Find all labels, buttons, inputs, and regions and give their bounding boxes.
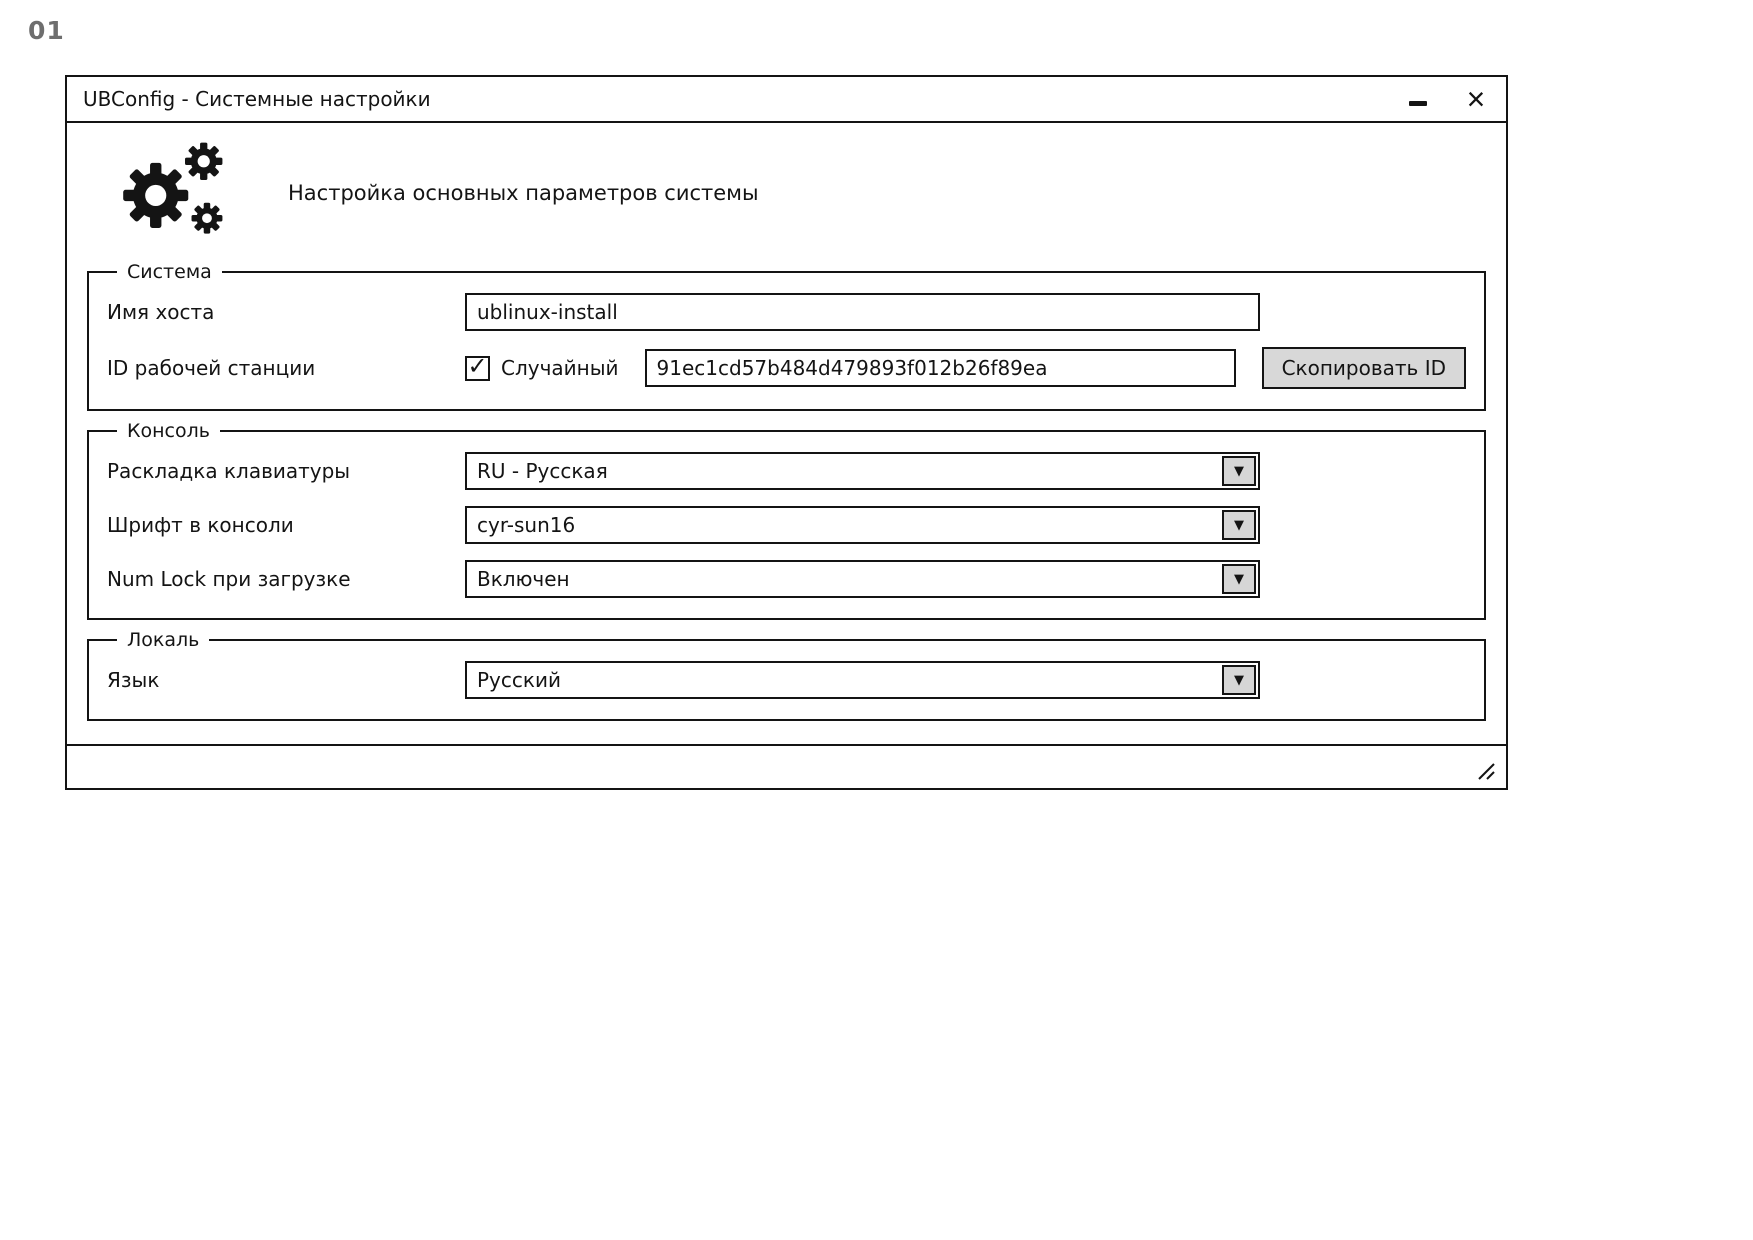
random-id-checkbox-label: Случайный: [501, 356, 619, 380]
random-id-checkbox-group: [465, 352, 619, 381]
header: [111, 139, 1486, 247]
language-row: [107, 661, 1466, 699]
window-subtitle: Настройка основных параметров системы: [288, 181, 759, 205]
chevron-down-icon: ▼: [1234, 571, 1244, 587]
window-controls: [1404, 81, 1490, 117]
keyboard-layout-row: [107, 452, 1466, 490]
window-title: UBConfig - Системные настройки: [83, 87, 431, 111]
minimize-button[interactable]: [1404, 85, 1432, 113]
keyboard-layout-select[interactable]: [465, 452, 1260, 490]
numlock-value: Включен: [477, 567, 570, 591]
keyboard-layout-value: RU - Русская: [477, 459, 608, 483]
ubconfig-window: [65, 75, 1508, 790]
system-group-legend: Система: [127, 261, 212, 283]
system-group: [87, 261, 1486, 411]
copy-id-button[interactable]: Скопировать ID: [1262, 347, 1466, 389]
numlock-label: Num Lock при загрузке: [107, 567, 351, 591]
language-select[interactable]: [465, 661, 1260, 699]
window-titlebar: [67, 77, 1506, 123]
console-group: [87, 420, 1486, 620]
numlock-dropdown-button[interactable]: [1222, 564, 1256, 594]
console-font-row: [107, 506, 1466, 544]
hostname-label: Имя хоста: [107, 300, 215, 324]
statusbar: [67, 744, 1506, 788]
close-button[interactable]: [1462, 81, 1490, 117]
random-id-checkbox[interactable]: [465, 352, 490, 381]
workstation-id-input[interactable]: [645, 349, 1236, 387]
workstation-id-label: ID рабочей станции: [107, 356, 316, 380]
locale-group: [87, 629, 1486, 721]
numlock-select[interactable]: [465, 560, 1260, 598]
console-font-label: Шрифт в консоли: [107, 513, 294, 537]
numlock-row: [107, 560, 1466, 598]
hostname-input[interactable]: [465, 293, 1260, 331]
chevron-down-icon: ▼: [1234, 463, 1244, 479]
resize-grip[interactable]: [1476, 761, 1496, 781]
language-dropdown-button[interactable]: [1222, 665, 1256, 695]
language-label: Язык: [107, 668, 160, 692]
gears-icon: [111, 139, 233, 247]
console-group-legend: Консоль: [127, 420, 210, 442]
console-font-select[interactable]: [465, 506, 1260, 544]
console-font-dropdown-button[interactable]: [1222, 510, 1256, 540]
console-font-value: cyr-sun16: [477, 513, 576, 537]
keyboard-layout-label: Раскладка клавиатуры: [107, 459, 351, 483]
hostname-row: [107, 293, 1466, 331]
chevron-down-icon: ▼: [1234, 517, 1244, 533]
workstation-id-row: [107, 347, 1466, 389]
chevron-down-icon: ▼: [1234, 672, 1244, 688]
page-number: 01: [28, 16, 65, 45]
locale-group-legend: Локаль: [127, 629, 200, 651]
window-content: [67, 123, 1506, 744]
keyboard-layout-dropdown-button[interactable]: [1222, 456, 1256, 486]
checkmark-icon: ✓: [467, 352, 488, 380]
language-value: Русский: [477, 668, 561, 692]
minimize-icon: [1409, 101, 1427, 106]
close-icon: ×: [1466, 81, 1486, 117]
